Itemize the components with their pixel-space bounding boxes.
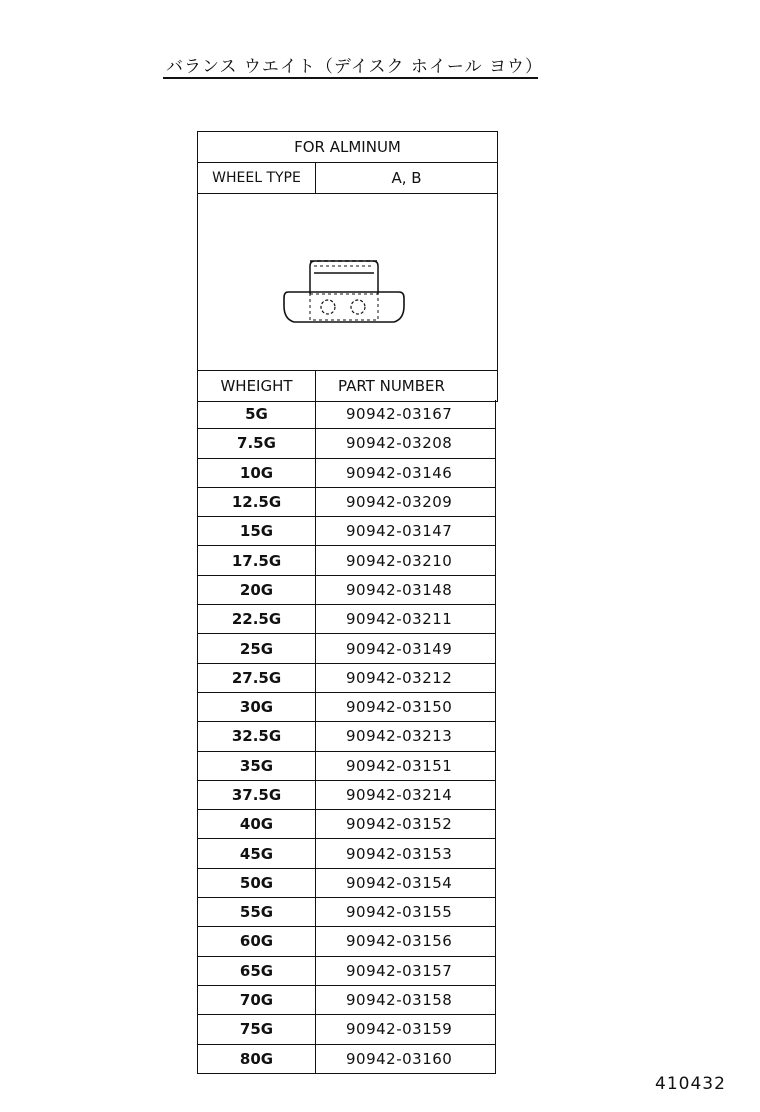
weight-cell: 7.5G — [198, 429, 316, 457]
part-number-cell: 90942-03158 — [346, 991, 453, 1010]
table-row — [197, 957, 496, 986]
parts-table-body — [197, 400, 496, 1074]
part-number-cell: 90942-03153 — [346, 844, 453, 863]
table-row — [197, 986, 496, 1015]
table-row — [197, 400, 496, 429]
table-row — [197, 488, 496, 517]
part-number-cell: 90942-03148 — [346, 580, 453, 599]
material-header: FOR ALMINUM — [198, 132, 497, 163]
weight-cell: 35G — [198, 752, 316, 780]
figure-code: 410432 — [655, 1074, 726, 1094]
table-row — [197, 693, 496, 722]
table-row — [197, 634, 496, 663]
table-row — [197, 722, 496, 751]
table-row — [197, 869, 496, 898]
part-number-cell: 90942-03210 — [346, 551, 453, 570]
weight-cell: 15G — [198, 517, 316, 545]
part-number-cell: 90942-03157 — [346, 961, 453, 980]
table-row — [197, 898, 496, 927]
weight-cell: 55G — [198, 898, 316, 926]
part-number-cell: 90942-03146 — [346, 463, 453, 482]
weight-cell: 37.5G — [198, 781, 316, 809]
table-row — [197, 810, 496, 839]
weight-cell: 65G — [198, 957, 316, 985]
weight-cell: 32.5G — [198, 722, 316, 750]
col-part-header: PART NUMBER — [338, 377, 445, 395]
table-row — [197, 1045, 496, 1074]
weight-cell: 12.5G — [198, 488, 316, 516]
table-row — [197, 839, 496, 868]
table-row — [197, 664, 496, 693]
weight-cell: 40G — [198, 810, 316, 838]
part-number-cell: 90942-03147 — [346, 522, 453, 541]
table-row — [197, 576, 496, 605]
weight-cell: 75G — [198, 1015, 316, 1043]
weight-cell: 5G — [198, 400, 316, 428]
part-number-cell: 90942-03155 — [346, 903, 453, 922]
part-number-cell: 90942-03212 — [346, 668, 453, 687]
table-row — [197, 429, 496, 458]
wheel-type-value: A, B — [391, 169, 422, 187]
weight-cell: 25G — [198, 634, 316, 662]
part-number-cell: 90942-03154 — [346, 873, 453, 892]
part-number-cell: 90942-03156 — [346, 932, 453, 951]
part-number-cell: 90942-03150 — [346, 698, 453, 717]
wheel-type-label: WHEEL TYPE — [198, 163, 316, 193]
weight-cell: 30G — [198, 693, 316, 721]
part-number-cell: 90942-03208 — [346, 434, 453, 453]
part-number-cell: 90942-03152 — [346, 815, 453, 834]
part-number-cell: 90942-03160 — [346, 1049, 453, 1068]
weight-cell: 50G — [198, 869, 316, 897]
part-number-cell: 90942-03209 — [346, 493, 453, 512]
part-number-cell: 90942-03211 — [346, 610, 453, 629]
balance-weight-drawing — [198, 194, 497, 371]
weight-cell: 17.5G — [198, 546, 316, 574]
page-title: バランス ウエイト（デイスク ホイール ヨウ） — [166, 57, 544, 77]
weight-cell: 27.5G — [198, 664, 316, 692]
weight-cell: 10G — [198, 459, 316, 487]
column-header-row — [198, 371, 497, 402]
table-row — [197, 459, 496, 488]
part-number-cell: 90942-03214 — [346, 786, 453, 804]
col-weight-header: WHEIGHT — [198, 371, 316, 401]
weight-cell: 80G — [198, 1045, 316, 1073]
weight-cell: 70G — [198, 986, 316, 1014]
parts-table-header — [197, 131, 498, 402]
table-row — [197, 517, 496, 546]
part-number-cell: 90942-03167 — [346, 405, 453, 424]
wheel-type-row — [198, 163, 497, 194]
part-number-cell: 90942-03151 — [346, 756, 453, 775]
table-row — [197, 546, 496, 575]
part-number-cell: 90942-03149 — [346, 639, 453, 658]
table-row — [197, 927, 496, 956]
balance-weight-icon — [198, 194, 497, 370]
table-row — [197, 1015, 496, 1044]
weight-cell: 45G — [198, 839, 316, 867]
weight-cell: 60G — [198, 927, 316, 955]
part-number-cell: 90942-03159 — [346, 1020, 453, 1039]
table-row — [197, 605, 496, 634]
title-underline — [163, 77, 538, 79]
table-row — [197, 752, 496, 781]
weight-cell: 20G — [198, 576, 316, 604]
weight-cell: 22.5G — [198, 605, 316, 633]
table-row — [197, 781, 496, 810]
part-number-cell: 90942-03213 — [346, 727, 453, 746]
